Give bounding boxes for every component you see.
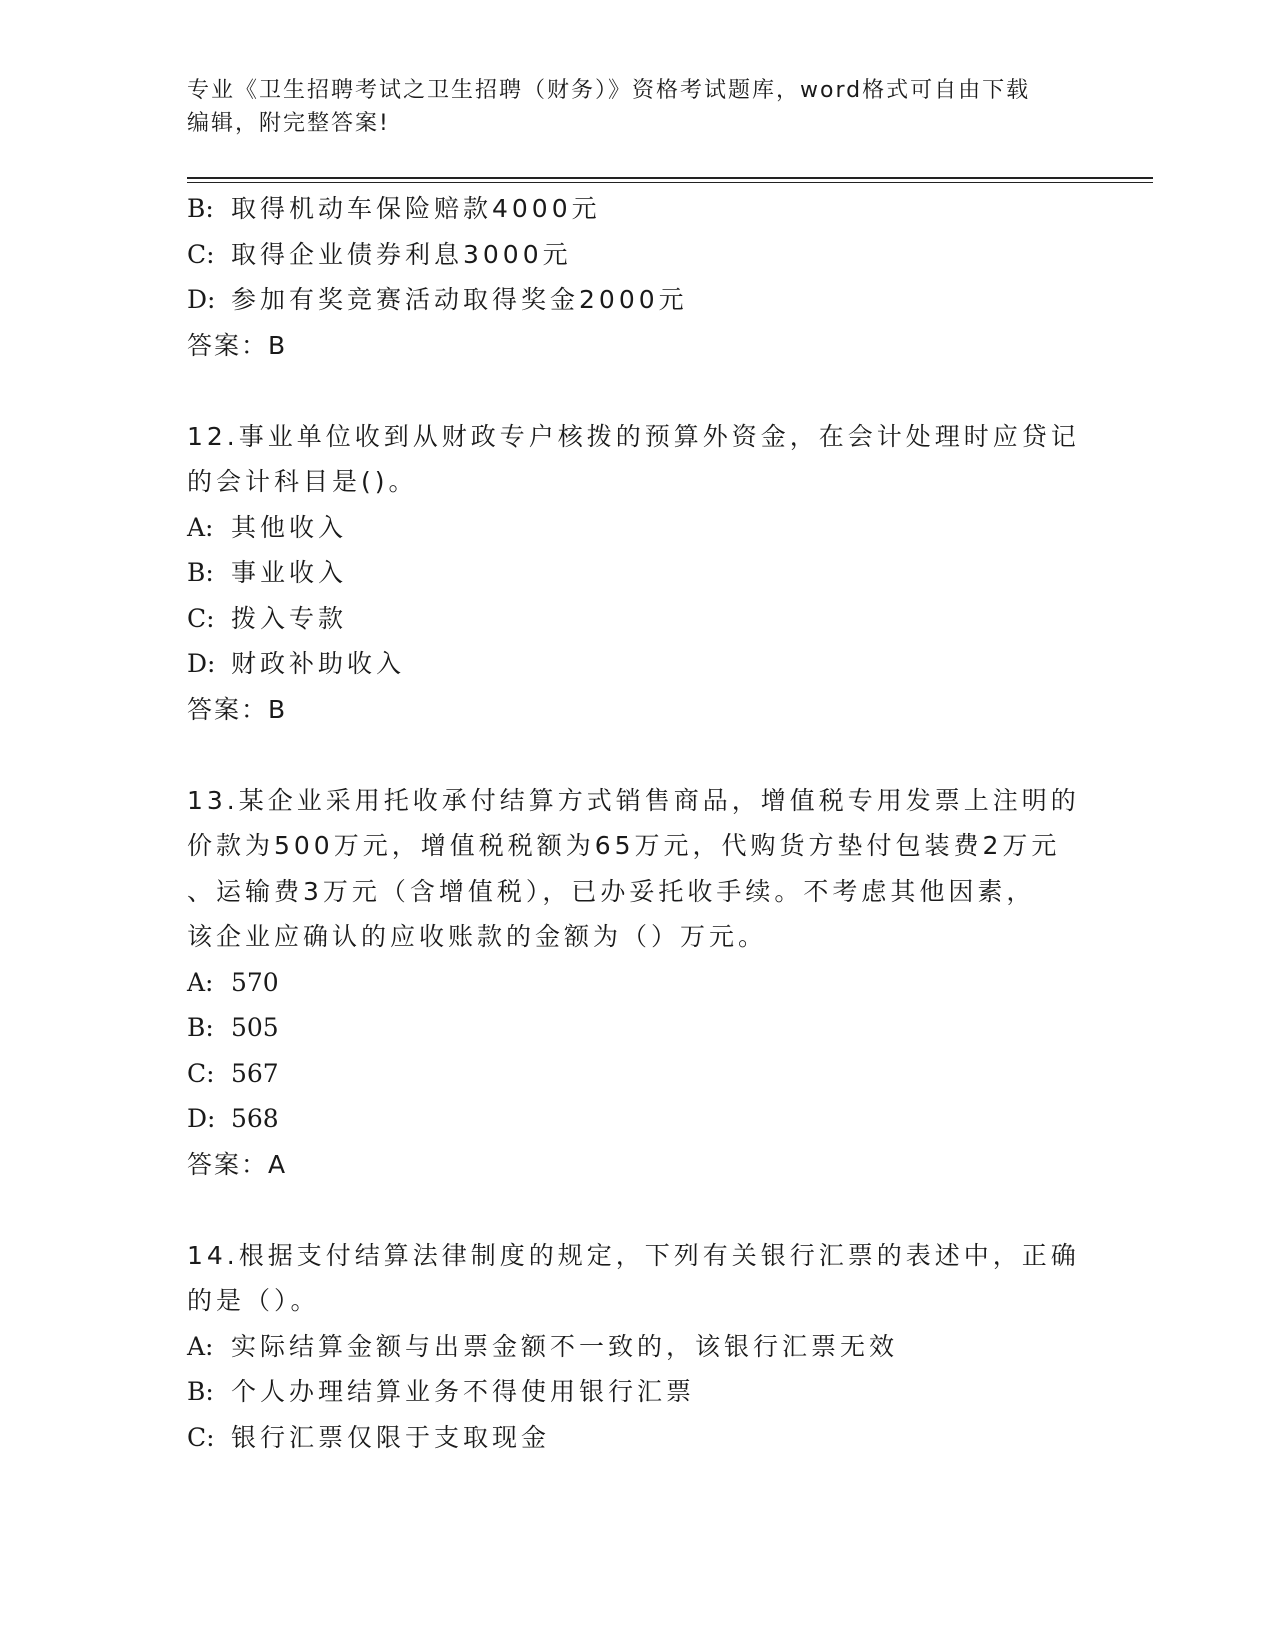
option-b: B: 个人办理结算业务不得使用银行汇票 [187,1377,696,1406]
option-c: C: 银行汇票仅限于支取现金 [187,1422,551,1452]
question-list [187,186,1087,1460]
option-c: C: 拨入专款 [187,603,348,633]
question-stem-line: 价款为500万元，增值税税额为65万元，代购货方垫付包装费2万元 [187,831,1061,860]
page-header [187,74,1087,140]
header-divider-thin [187,182,1153,183]
question-stem-line: 13.某企业采用托收承付结算方式销售商品，增值税专用发票上注明的 [187,785,1080,815]
question-14 [187,1233,1087,1461]
header-divider-thick [187,177,1153,179]
header-title-line-1: 专业《卫生招聘考试之卫生招聘（财务）》资格考试题库，word格式可自由下载 [187,78,1031,103]
spacer [187,732,1087,778]
question-stem-line: 的是（）。 [187,1286,320,1315]
option-b: B: 事业收入 [187,558,348,587]
option-d: D: 568 [187,1104,279,1133]
option-a: A: 实际结算金额与出票金额不一致的，该银行汇票无效 [187,1331,899,1361]
question-12 [187,414,1087,733]
question-stem-line: 14.根据支付结算法律制度的规定，下列有关银行汇票的表述中，正确 [187,1240,1080,1270]
spacer [187,368,1087,414]
question-13 [187,778,1087,1188]
option-b: B: 505 [187,1013,279,1042]
option-c: C: 567 [187,1058,279,1088]
header-title-line-2: 编辑，附完整答案! [187,111,390,136]
option-d: D: 财政补助收入 [187,649,406,678]
question-stem-line: 、运输费3万元（含增值税），已办妥托收手续。不考虑其他因素， [187,876,1036,906]
spacer [187,1187,1087,1233]
option-a: A: 其他收入 [187,512,348,542]
question-stem-line: 12.事业单位收到从财政专户核拨的预算外资金，在会计处理时应贷记 [187,421,1080,451]
option-b: B: 取得机动车保险赔款4000元 [187,194,601,223]
answer: 答案：A [187,1149,288,1179]
option-c: C: 取得企业债券利息3000元 [187,239,572,269]
question-11 [187,186,1087,368]
option-a: A: 570 [187,967,279,997]
answer: 答案：B [187,330,288,360]
option-d: D: 参加有奖竞赛活动取得奖金2000元 [187,285,688,314]
answer: 答案：B [187,694,288,724]
question-stem-line: 该企业应确认的应收账款的金额为（）万元。 [187,922,768,951]
question-stem-line: 的会计科目是()。 [187,467,418,496]
